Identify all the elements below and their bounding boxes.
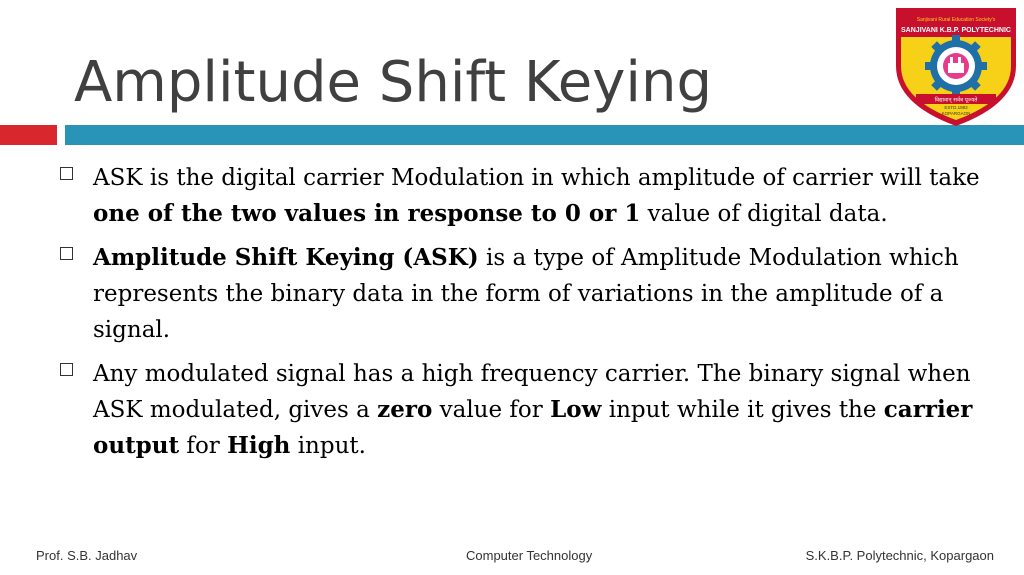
bold-text-segment: carrier output — [93, 396, 973, 459]
text-segment: Any modulated signal has a high frequency carrier. The binary signal when ASK modulated, gives a — [93, 361, 971, 423]
footer-author: Prof. S.B. Jadhav — [36, 548, 138, 563]
logo-place-text: KOPARGAON — [941, 111, 971, 116]
text-segment: ASK is the digital carrier Modulation in which amplitude of carrier will take — [93, 165, 980, 191]
logo-name-text: SANJIVANI K.B.P. POLYTECHNIC — [901, 27, 1011, 34]
bullet-text — [93, 245, 959, 343]
logo-estd-text: ESTD.1983 — [944, 105, 968, 110]
bullet-item — [60, 160, 990, 232]
text-segment: value of digital data. — [640, 201, 888, 227]
bold-text-segment: zero — [377, 396, 433, 423]
institute-logo-icon — [892, 4, 1020, 128]
footer-institute: S.K.B.P. Polytechnic, Kopargaon — [805, 548, 994, 563]
accent-bar-blue — [65, 125, 1024, 145]
square-bullet-icon — [60, 247, 73, 260]
logo-top-text: Sanjivani Rural Education Society's — [916, 17, 996, 23]
bullet-item — [60, 240, 990, 348]
logo-motto-text: विद्यावान् सर्वत्र पूज्यते — [934, 97, 978, 104]
text-segment: input. — [290, 433, 366, 459]
square-bullet-icon — [60, 167, 73, 180]
bold-text-segment: one of the two values in response to 0 or 1 — [93, 200, 641, 227]
bullet-list — [60, 160, 990, 472]
slide-title: Amplitude Shift Keying — [74, 50, 712, 115]
bullet-text — [93, 165, 980, 227]
bullet-item — [60, 356, 990, 464]
text-segment: for — [179, 433, 228, 459]
text-segment: value for — [432, 397, 551, 423]
square-bullet-icon — [60, 363, 73, 376]
footer-department: Computer Technology — [466, 548, 593, 563]
bold-text-segment: Low — [550, 396, 602, 423]
text-segment: is a type of Amplitude Modulation which represents the binary data in the form of variations in the amplitude of a signal. — [93, 245, 959, 343]
bold-text-segment: High — [227, 432, 291, 459]
text-segment: input while it gives the — [601, 397, 884, 423]
accent-bar-red — [0, 125, 57, 145]
bullet-text — [93, 361, 972, 459]
bold-text-segment: Amplitude Shift Keying (ASK) — [93, 244, 479, 271]
